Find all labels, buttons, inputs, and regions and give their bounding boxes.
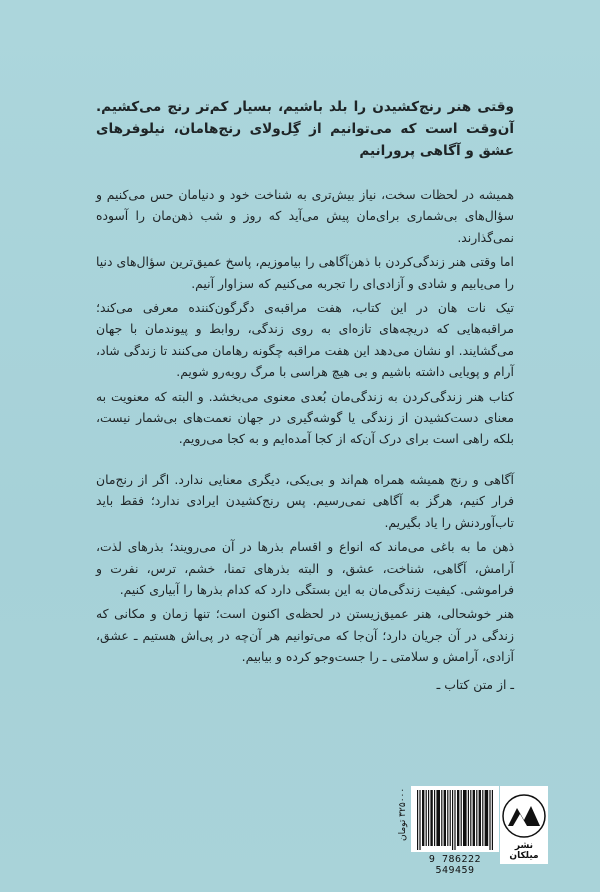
publisher-logo	[500, 786, 548, 864]
blurb-paragraph: تیک نات هان در این کتاب، هفت مراقبه‌ی دگرگون‌کننده معرفی می‌کند؛ مراقبه‌هایی که دریچه‌های تازه‌ای به روی زندگی، روابط و پیوندمان با جهان می‌گشایند. او نشان می‌دهد این هفت مراقبه چگونه رهامان می‌کنند تا زندگی شاد، آرام و پویایی داشته باشیم و بی هیچ هراسی با مرگ روبه‌رو شویم.	[96, 300, 514, 380]
barcode-graphic	[411, 786, 499, 852]
excerpt-source: ـ از متن کتاب ـ	[436, 676, 514, 692]
blurb-column	[96, 96, 514, 696]
isbn-barcode	[411, 786, 499, 852]
isbn-number: 9 786222 549459	[428, 854, 482, 876]
mountains-icon	[500, 786, 548, 848]
section-gap	[96, 453, 514, 469]
excerpt-paragraph: آگاهی و رنج همیشه همراه هم‌اند و بی‌یکی، دیگری معنایی ندارد. اگر از رنج‌مان فرار کنیم، هرگز به آگاهی نمی‌رسیم. پس رنج‌کشیدن ایرادی ندارد؛ فقط باید تاب‌آوردنش را یاد بگیریم.	[96, 471, 514, 530]
blurb-paragraph: کتاب هنر زندگی‌کردن به زندگی‌مان بُعدی معنوی می‌بخشد. و البته که معنویت به معنای دست‌کشیدن از زندگی یا گوشه‌گیری در جهان نعمت‌های بی‌شمار نیست، بلکه راهی است برای درک آن‌که از کجا آمده‌ایم و به کجا می‌رویم.	[96, 388, 514, 447]
excerpt-paragraph: ذهن ما به باغی می‌ماند که انواع و اقسام بذرها در آن می‌رویند؛ بذرهای لذت، آرامش، آگاهی، شناخت، عشق، و البته بذرهای تمنا، خشم، ترس، نفرت و فراموشی. کیفیت زندگی‌مان به این بستگی دارد که کدام بذرها را آبیاری کنیم.	[96, 539, 514, 597]
excerpt-paragraph: هنر خوشحالی، هنر عمیق‌زیستن در لحظه‌ی اکنون است؛ تنها زمان و مکانی که زندگی در آن جریان دارد؛ آن‌جا که می‌توانیم هر آن‌چه در پی‌اش هستیم ـ عشق، آزادی، آرامش و سلامتی ـ را جست‌وجو کرده و بیابیم.	[96, 606, 514, 665]
blurb-paragraph: اما وقتی هنر زندگی‌کردن با ذهن‌آگاهی را بیاموزیم، پاسخ عمیق‌ترین سؤال‌های دنیا را می‌یابیم و شادی و آزادی‌ای را تجربه می‌کنیم که سزاوار آنیم.	[96, 254, 514, 291]
publisher-name: نشر میلکان	[509, 841, 539, 861]
intro-quote: وقتی هنر رنج‌کشیدن را بلد باشیم، بسیار کم‌تر رنج می‌کشیم. آن‌وقت است که می‌توانیم از گِل‌ولای رنج‌هامان، نیلوفرهای عشق و آگاهی پرورانیم	[96, 99, 514, 159]
blurb-paragraph: همیشه در لحظات سخت، نیاز بیش‌تری به شناخت خود و دنیامان حس می‌کنیم و سؤال‌های بی‌شماری برای‌مان پیش می‌آید که روز و شب ذهن‌مان را آسوده نمی‌گذارند.	[96, 187, 514, 245]
price-label: ۳۲۵۰۰۰ تومان	[398, 788, 408, 842]
